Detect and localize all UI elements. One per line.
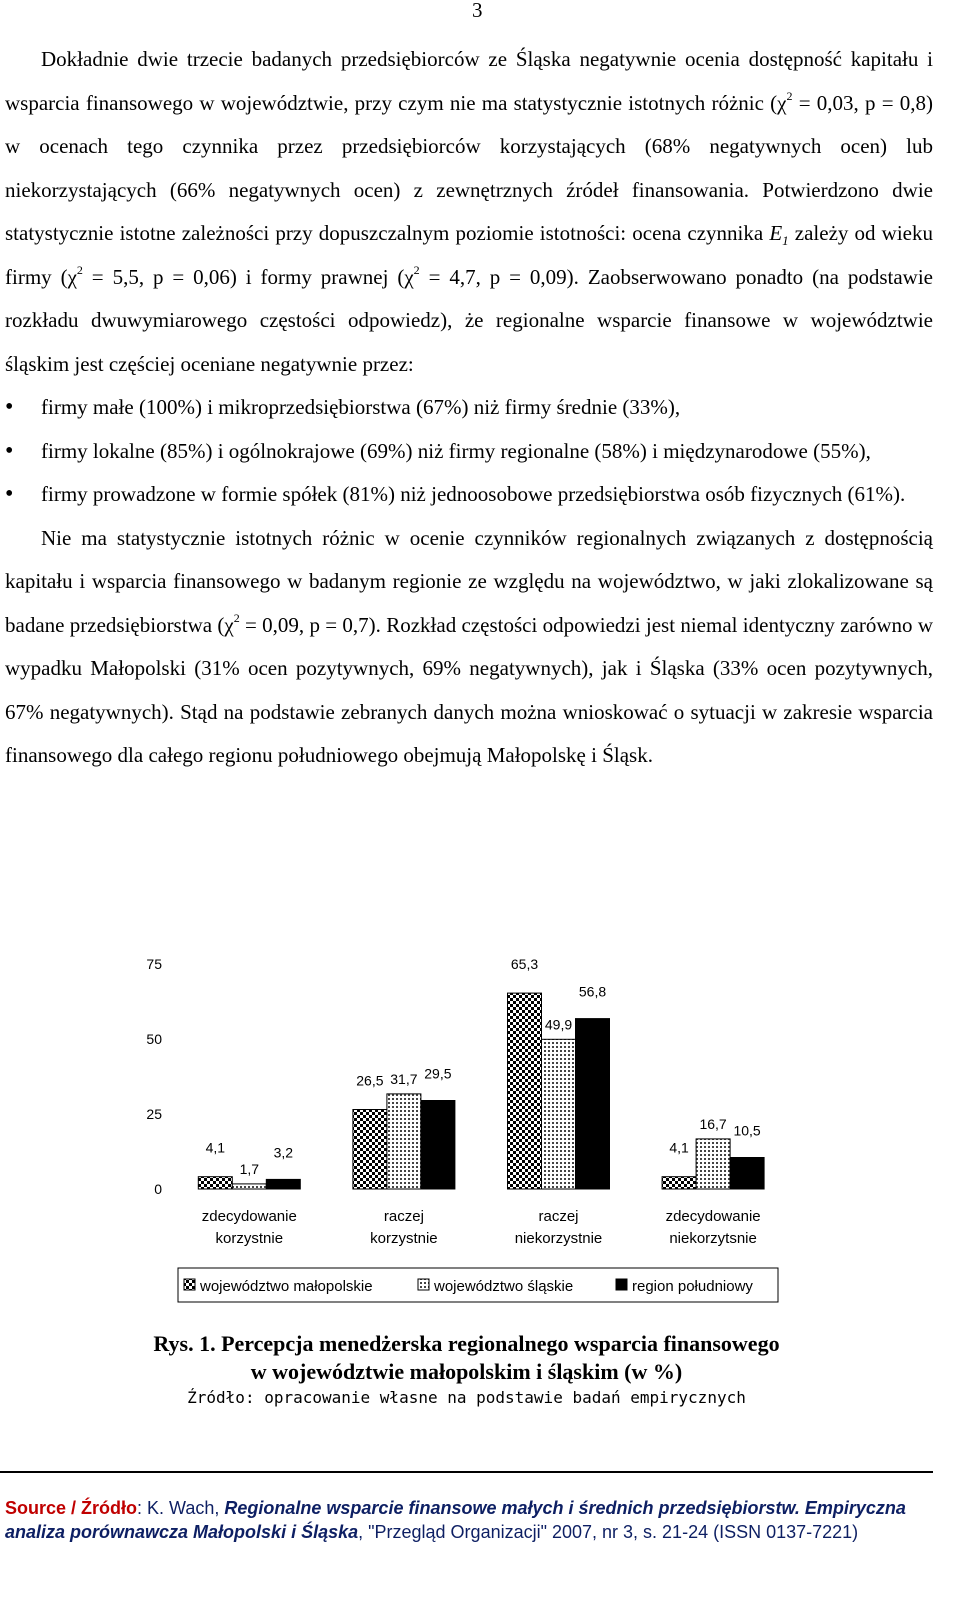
x-tick-label: niekorzytsnie (669, 1230, 757, 1247)
legend-swatch (616, 1279, 627, 1290)
data-label: 1,7 (239, 1160, 260, 1177)
bar (730, 1158, 764, 1190)
y-axis (146, 956, 162, 1197)
x-tick-label: korzystnie (370, 1230, 438, 1247)
bar (508, 993, 542, 1189)
bar (266, 1179, 300, 1189)
data-label: 56,8 (578, 983, 607, 1000)
x-tick-label: korzystnie (215, 1230, 284, 1247)
body-text (5, 38, 933, 778)
data-label: 49,9 (544, 1016, 573, 1033)
paragraph-1: Dokładnie dwie trzecie badanych przedsiębiorców ze Śląska negatywnie ocenia dostępność kapitału i wsparcia finansowego w województwie, przy czym nie ma statystycznie istotnych różnic ($\chi^2 = 0,03$, p = 0,8) w ocenach tego czynnika przez przedsiębiorców korzystających (68% negatywnych ocen) lub niekorzystających (66% negatywnych ocen) z zewnętrznych źródeł finansowania. Potwierdzono dwie statystycznie istotne zależności przy dopuszczalnym poziomie istotności: ocena czynnika $E_1$ zależy od wieku firmy ($\chi^2 = 5,5$, p = 0,06) i formy prawnej ($\chi^2 = 4,7$, p = 0,09). Zaobserwowano ponadto (na podstawie rozkładu dwuwymiarowego częstości odpowiedz), że regionalne wsparcie finansowe w województwie śląskim jest częściej oceniane negatywnie przez: (5, 47, 933, 376)
x-tick-label: zdecydowanie (201, 1208, 297, 1225)
bar (232, 1184, 266, 1189)
x-tick-label: raczej (538, 1208, 579, 1225)
x-tick-label: raczej (383, 1208, 424, 1225)
y-tick-label: 50 (146, 1031, 162, 1047)
data-label: 65,3 (510, 956, 539, 973)
figure-source: Źródło: opracowanie własne na podstawie badań empirycznych (187, 1388, 746, 1407)
bar (696, 1139, 730, 1189)
page-number: 3 (472, 0, 483, 22)
legend-swatch (418, 1279, 429, 1290)
data-label: 26,5 (356, 1072, 384, 1089)
paragraph-2: Nie ma statystycznie istotnych różnic w ocenie czynników regionalnych związanych z dostępnością kapitału i wsparcia finansowego w badanym regionie ze względu na województwo, w jaki zlokalizowane są badane przedsiębiorstwa ($\chi^2 = 0,09$, p = 0,7). Rozkład częstości odpowiedzi jest niemal identyczny zarówno w wypadku Małopolski (31% ocen pozytywnych, 69% negatywnych), jak i Śląska (33% ocen pozytywnych, 67% negatywnych). Stąd na podstawie zebranych danych można wnioskować o sytuacji w zakresie wsparcia finansowego dla całego regionu południowego obejmują Małopolskę i Śląsk. (5, 525, 934, 767)
legend-entry: województwo śląskie (434, 1278, 574, 1295)
figure-caption (0, 1330, 933, 1407)
footer-citation: Source / Źródło: K. Wach, Regionalne wsparcie finansowe małych i średnich przedsiębiorstw. Empiryczna analiza porównawcza Małopolski i Śląska, "Przegląd Organizacji" 2007, nr 3, s. 21-24 (ISSN 0137-7221) (5, 1498, 906, 1542)
bar-chart (120, 950, 810, 1310)
y-tick-label: 75 (146, 956, 162, 972)
bar (387, 1094, 421, 1189)
legend-entry: województwo małopolskie (200, 1278, 373, 1295)
x-tick-label: zdecydowanie (665, 1208, 761, 1225)
data-label: 31,7 (390, 1070, 418, 1087)
bar (198, 1177, 232, 1189)
list-item: • firmy małe (100%) i mikroprzedsiębiorstwa (67%) niż firmy średnie (33%), (5, 386, 933, 430)
list-item: • firmy prowadzone w formie spółek (81%) niż jednoosobowe przedsiębiorstwa osób fizycznych (61%). (5, 473, 933, 517)
figure-title: Rys. 1. Percepcja menedżerska regionalnego wsparcia finansowego w województwie małopolskim i śląskim (w %) (153, 1331, 780, 1384)
data-label: 16,7 (699, 1115, 727, 1132)
bar (662, 1177, 696, 1189)
legend (178, 1268, 778, 1302)
bar (542, 1039, 576, 1189)
list-item: • firmy lokalne (85%) i ogólnokrajowe (69%) niż firmy regionalne (58%) i międzynarodowe (55%), (5, 430, 933, 474)
bar (353, 1110, 387, 1190)
footer-divider (0, 1471, 933, 1473)
bar (421, 1101, 455, 1190)
legend-swatch (184, 1279, 195, 1290)
x-tick-label: niekorzystnie (514, 1230, 603, 1247)
y-tick-label: 0 (154, 1181, 162, 1197)
data-label: 10,5 (733, 1122, 761, 1139)
data-label: 3,2 (273, 1144, 294, 1161)
legend-entry: region południowy (632, 1278, 753, 1295)
data-label: 29,5 (424, 1065, 452, 1082)
bar (576, 1019, 610, 1189)
bullet-list (5, 386, 933, 517)
y-tick-label: 25 (146, 1106, 162, 1122)
data-label: 4,1 (205, 1139, 226, 1156)
data-label: 4,1 (669, 1139, 689, 1156)
x-axis-labels (202, 1208, 761, 1247)
value-labels (206, 956, 761, 1177)
